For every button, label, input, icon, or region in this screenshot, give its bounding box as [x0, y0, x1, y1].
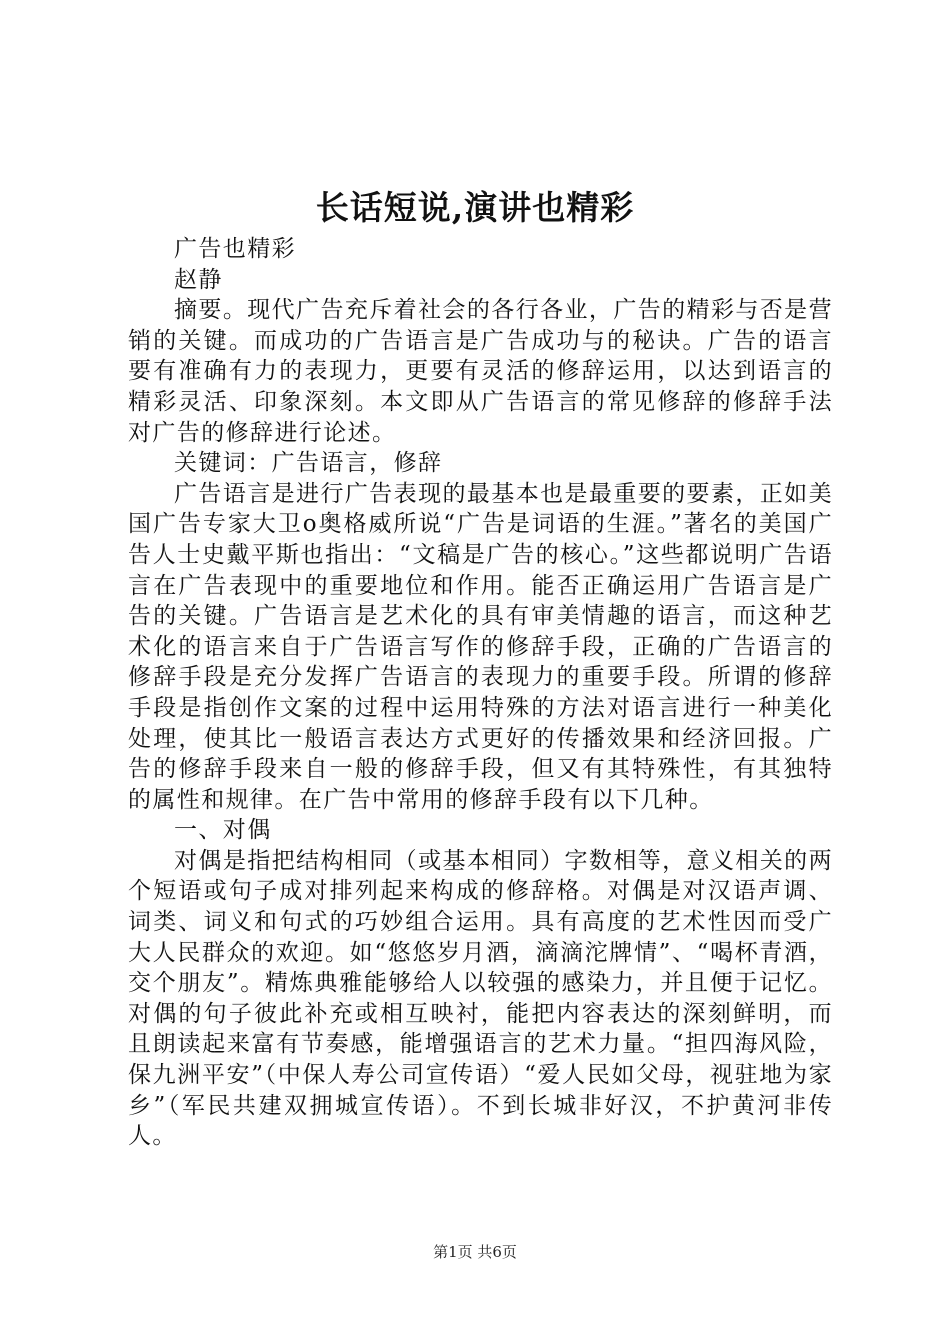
body-paragraph: 对偶是指把结构相同（或基本相同）字数相等，意义相关的两个短语或句子成对排列起来构成的修辞格。对偶是对汉语声调、词类、词义和句式的巧妙组合运用。具有高度的艺术性因而受广大人民群众的欢迎。如“悠悠岁月酒，滴滴沱牌情”、“喝杯青酒，交个朋友”。精炼典雅能够给人以较强的感染力，并且便于记忆。对偶的句子彼此补充或相互映衬，能把内容表达的深刻鲜明，而且朗读起来富有节奏感，能增强语言的艺术力量。“担四海风险，保九洲平安”（中保人寿公司宣传语）“爱人民如父母，视驻地为家乡”（军民共建双拥城宣传语）。不到长城非好汉，不护黄河非传人。	[128, 847, 833, 1150]
document-title: 长话短说,演讲也精彩	[315, 188, 635, 227]
author: 赵静	[174, 266, 223, 293]
subtitle: 广告也精彩	[174, 236, 296, 262]
page-footer: 第1页 共6页	[433, 1243, 517, 1261]
keywords: 关键词：广告语言，修辞	[174, 450, 443, 477]
document-body	[128, 234, 833, 1152]
section-heading: 一、对偶	[174, 817, 272, 844]
abstract-paragraph: 摘要。现代广告充斥着社会的各行各业，广告的精彩与否是营销的关键。而成功的广告语言是广告成功与的秘诀。广告的语言要有准确有力的表现力，更要有灵活的修辞运用，以达到语言的精彩灵活、印象深刻。本文即从广告语言的常见修辞的修辞手法对广告的修辞进行论述。	[128, 297, 833, 446]
body-paragraph: 广告语言是进行广告表现的最基本也是最重要的要素，正如美国广告专家大卫o奥格威所说“广告是词语的生涯。”著名的美国广告人士史戴平斯也指出：“文稿是广告的核心。”这些都说明广告语言在广告表现中的重要地位和作用。能否正确运用广告语言是广告的关键。广告语言是艺术化的具有审美情趣的语言，而这种艺术化的语言来自于广告语言写作的修辞手段，正确的广告语言的修辞手段是充分发挥广告语言的表现力的重要手段。所谓的修辞手段是指创作文案的过程中运用特殊的方法对语言进行一种美化处理，使其比一般语言表达方式更好的传播效果和经济回报。广告的修辞手段来自一般的修辞手段，但又有其特殊性，有其独特的属性和规律。在广告中常用的修辞手段有以下几种。	[128, 480, 833, 813]
